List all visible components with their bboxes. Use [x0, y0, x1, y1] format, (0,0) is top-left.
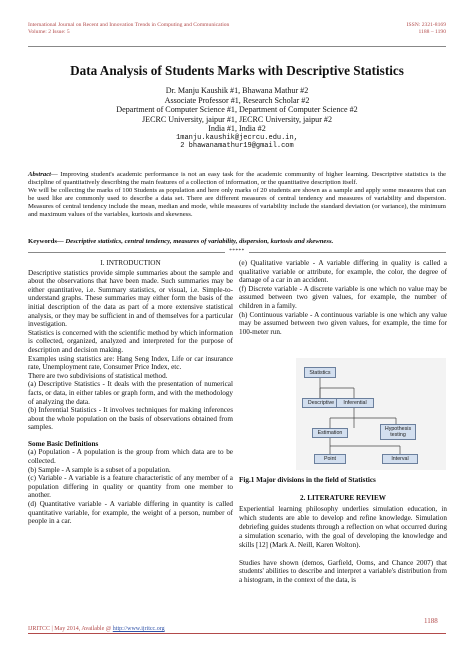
figure-caption: Fig.1 Major divisions in the field of Statistics: [239, 476, 376, 484]
author-positions: Associate Professor #1, Research Scholar #2: [164, 95, 310, 105]
abstract-text-2: We will be collecting the marks of 100 Students as population and here only marks of 20 students are shown as a sample and apply some measures that can be used like are commonly used to describe a data set. There are different measures of central tendency and measures of variability and dispersion. Measures of central tendency include the mean, median and mode, while measures of variability include the standard deviation (or variance), the minimum and maximum values of the variables, kurtosis and skewness.: [28, 187, 446, 219]
node-statistics: Statistics: [304, 367, 336, 378]
author-names: Dr. Manju Kaushik #1, Bhawana Mathur #2: [165, 86, 309, 95]
node-descriptive: Descriptive: [302, 398, 340, 408]
definition-discrete: (f) Discrete variable - A discrete variable is one which no value may be assumed between two given values, for example, the number of children in a family.: [239, 284, 447, 310]
literature-body: [239, 505, 447, 594]
journal-volume: Volume: 2 Issue: 5: [28, 29, 70, 35]
author-email-2[interactable]: 2 bhawanamathur19@gmail.com: [180, 141, 294, 150]
intro-heading: I. INTRODUCTION: [100, 259, 161, 267]
definition-variable: (c) Variable - A variable is a feature characteristic of any member of a population differing in quality or quantity from one member to another.: [28, 474, 233, 500]
definition-continuous: (h) Continuous variable - A continuous variable is one which any value may be assumed between two given values, for example, the time for 100-meter run.: [239, 310, 447, 336]
abstract-text-1: — Improving student's academic performance is not an easy task for the academic community of higher learning. Descriptive statistics is the discipline of quantitatively describing the main features of a collection of information, or the quantitative description itself.: [28, 171, 446, 187]
footer-link[interactable]: http://www.ijritcc.org: [112, 626, 165, 632]
keywords-text: — Descriptive statistics, central tendency, measures of variability, dispersion, kurtosis and skewness.: [56, 238, 334, 245]
header-rule: [28, 46, 446, 47]
paper-title: Data Analysis of Students Marks with Descriptive Statistics: [70, 63, 404, 78]
footer: [28, 626, 165, 632]
running-header: [28, 22, 446, 44]
intro-paragraph-3: Examples using statistics are: Hang Seng Index, Life or car insurance rate, Unemployment rate, Consumer Price Index, etc.: [28, 354, 233, 372]
statistics-diagram: [296, 358, 446, 470]
abstract: [28, 171, 446, 220]
node-point: Point: [314, 454, 346, 464]
literature-paragraph-2: Studies have shown (demos, Garfield, Ooms, and Chance 2007) that students' abilities to describe and interpret a variable's distribution from a histogram, in the context of the data, is: [239, 558, 447, 585]
intro-paragraph-4: There are two subdivisions of statistical method.: [28, 371, 168, 380]
definition-quantitative: (d) Quantitative variable - A variable differing in quantity is called quantitative variable, for example, the weight of a person, number of people in a car.: [28, 500, 233, 526]
journal-name: International Journal on Recent and Innovation Trends in Computing and Communication: [28, 22, 230, 28]
page-number: 1188: [424, 617, 438, 625]
intro-paragraph-5: (a) Descriptive Statistics - It deals with the presentation of numerical facts, or data, in either tables or graph form, and with the methodology of analyzing the data.: [28, 380, 233, 406]
intro-paragraph-6: (b) Inferential Statistics - It involves techniques for making inferences about the whole population on the basis of observations obtained from samples.: [28, 406, 233, 432]
node-hypothesis-testing: Hypothesis testing: [380, 424, 416, 440]
left-column: [28, 259, 233, 526]
definition-qualitative: (e) Qualitative variable - A variable differing in quality is called a qualitative variable or attribute, for example, the color, the degree of damage of a car in an accident.: [239, 259, 447, 285]
author-block: [0, 86, 474, 150]
author-university: JECRC University, jaipur #1, JECRC University, jaipur #2: [141, 114, 333, 124]
node-inferential: Inferential: [336, 398, 374, 408]
footer-text: IJRITCC | May 2014, Available @: [28, 626, 113, 632]
intro-paragraph-1: Descriptive statistics provide simple summaries about the sample and about the observations that have been made. Such summaries may be either quantitative, i.e. Summary statistics, or visual, i.e. Simple-to-understand graphs. These summaries may either form the basis of the initial description of the data as part of a more extensive statistical analysis, or they may be sufficient in and of themselves for a particular investigation.: [28, 268, 233, 329]
footer-rule: [28, 633, 446, 634]
keywords: [28, 238, 446, 245]
node-estimation: Estimation: [312, 428, 348, 438]
literature-heading: 2. LITERATURE REVIEW: [300, 494, 386, 502]
abstract-label: Abstract: [28, 171, 52, 178]
separator-stars: *****: [225, 248, 249, 254]
page-range: 1188 – 1190: [418, 29, 446, 35]
author-email-1[interactable]: 1manju.kaushik@jecrcu.edu.in,: [176, 133, 298, 142]
node-interval: Interval: [382, 454, 418, 464]
definition-population: (a) Population - A population is the group from which data are to be collected.: [28, 448, 233, 466]
author-departments: Department of Computer Science #1, Department of Computer Science #2: [116, 105, 358, 115]
intro-paragraph-2: Statistics is concerned with the scientific method by which information is collected, organized, analyzed and interpreted for the purpose of description and decision making.: [28, 328, 233, 354]
keywords-label: Keywords: [28, 238, 57, 245]
issn: ISSN: 2321-8169: [406, 22, 446, 28]
definitions-heading: Some Basic Definitions: [28, 439, 99, 448]
definition-sample: (b) Sample - A sample is a subset of a population.: [28, 465, 171, 474]
author-country: India #1, India #2: [208, 124, 266, 134]
right-column: [239, 259, 447, 336]
literature-paragraph-1: Experiential learning philosophy underlies simulation education, in which students are able to develop and refine knowledge. Simulation debriefing guides students through a reflection on what occurred during a simulation scenario, with the goal of developing the knowledge and skills [12] (Mark A. Neill, Karen Wolton).: [239, 505, 447, 549]
